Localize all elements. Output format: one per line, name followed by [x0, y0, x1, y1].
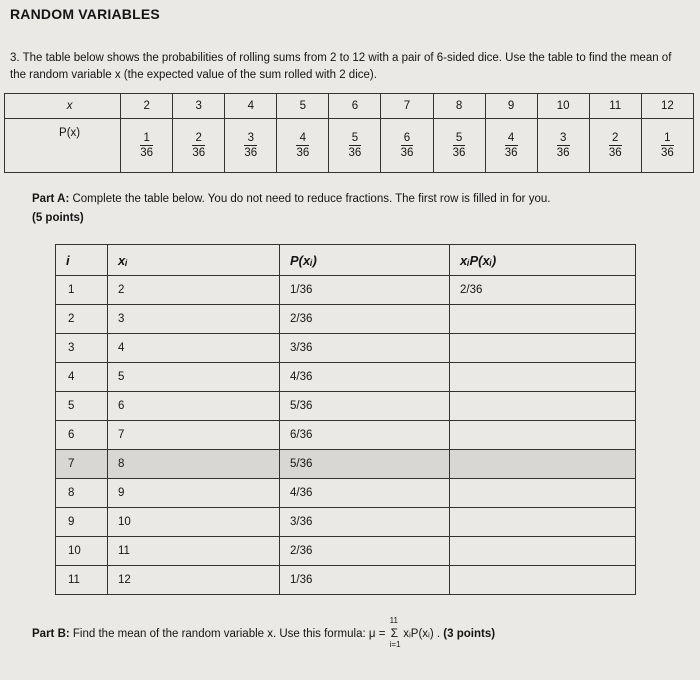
mu-symbol: μ = [368, 628, 386, 640]
p-row [5, 119, 694, 173]
fraction [349, 131, 362, 160]
x-value-cell: 4 [225, 94, 277, 119]
fraction-denominator: 36 [244, 147, 258, 159]
pxi-cell: 6/36 [280, 421, 450, 450]
pxi-cell: 5/36 [280, 392, 450, 421]
part-b-points: (3 points) [443, 628, 496, 640]
fraction [505, 131, 518, 160]
i-cell: 2 [56, 305, 108, 334]
pxi-cell: 4/36 [280, 479, 450, 508]
x-row [5, 94, 694, 119]
xipxi-cell[interactable] [450, 450, 636, 479]
probability-cell [537, 119, 589, 173]
xi-cell: 12 [108, 566, 280, 595]
i-cell: 8 [56, 479, 108, 508]
x-value-cell: 10 [537, 94, 589, 119]
i-cell: 7 [56, 450, 108, 479]
xi-cell: 9 [108, 479, 280, 508]
pxi-cell: 5/36 [280, 450, 450, 479]
i-cell: 3 [56, 334, 108, 363]
question-text: 3. The table below shows the probabilities of rolling sums from 2 to 12 with a pair of 6-sided dice. Use the table to find the mean of the random variable x (the expected value of the sum rolled with 2 dice). [10, 52, 672, 81]
probability-cell [433, 119, 485, 173]
sigma-glyph: Σ [390, 626, 399, 640]
x-value-cell: 9 [485, 94, 537, 119]
fraction [609, 131, 622, 160]
table-row [56, 537, 636, 566]
part-a-points: (5 points) [32, 212, 84, 224]
fraction-numerator: 1 [661, 131, 674, 146]
xi-cell: 2 [108, 276, 280, 305]
part-a-label: Part A: [32, 193, 70, 205]
xipxi-cell[interactable] [450, 566, 636, 595]
pxi-cell: 2/36 [280, 305, 450, 334]
fraction-numerator: 4 [505, 131, 518, 146]
fraction-denominator: 36 [556, 147, 570, 159]
xipxi-cell[interactable] [450, 392, 636, 421]
fraction-numerator: 3 [557, 131, 570, 146]
xi-cell: 3 [108, 305, 280, 334]
sigma-upper: 11 [389, 616, 398, 625]
xipxi-cell[interactable] [450, 363, 636, 392]
x-value-cell: 11 [589, 94, 641, 119]
fraction-denominator: 36 [608, 147, 622, 159]
part-a-instructions [32, 190, 672, 228]
fraction-denominator: 36 [504, 147, 518, 159]
xipxi-cell: 2/36 [450, 276, 636, 305]
xipxi-cell[interactable] [450, 537, 636, 566]
formula-term: xᵢP(xᵢ) . [403, 628, 441, 640]
fraction-denominator: 36 [348, 147, 362, 159]
table-row [56, 508, 636, 537]
x-value-cell: 5 [277, 94, 329, 119]
probability-cell [641, 119, 693, 173]
pxi-cell: 1/36 [280, 566, 450, 595]
part-b-text: Find the mean of the random variable x. Use this formula: [72, 628, 366, 640]
xi-cell: 10 [108, 508, 280, 537]
probability-cell [589, 119, 641, 173]
fraction-denominator: 36 [140, 147, 154, 159]
i-cell: 9 [56, 508, 108, 537]
table-row [56, 450, 636, 479]
xi-cell: 6 [108, 392, 280, 421]
part-b-label: Part B: [32, 628, 70, 640]
i-cell: 6 [56, 421, 108, 450]
fraction-numerator: 5 [453, 131, 466, 146]
fraction-numerator: 2 [192, 131, 205, 146]
x-label: x [5, 94, 121, 119]
header-xipxi: xᵢP(xᵢ) [450, 245, 636, 276]
fraction-denominator: 36 [452, 147, 466, 159]
x-value-cell: 8 [433, 94, 485, 119]
fraction [296, 131, 309, 160]
fraction-denominator: 36 [400, 147, 414, 159]
pxi-cell: 1/36 [280, 276, 450, 305]
x-value-cell: 6 [329, 94, 381, 119]
x-value-cell: 3 [173, 94, 225, 119]
xipxi-cell[interactable] [450, 421, 636, 450]
fraction-denominator: 36 [660, 147, 674, 159]
fraction-numerator: 5 [349, 131, 362, 146]
part-a-text: Complete the table below. You do not need to reduce fractions. The first row is filled in for you. [72, 193, 551, 205]
header-i: i [56, 245, 108, 276]
i-cell: 11 [56, 566, 108, 595]
table-row [56, 392, 636, 421]
probability-table [4, 93, 694, 173]
xipxi-cell[interactable] [450, 508, 636, 537]
table-row [56, 363, 636, 392]
fraction [661, 131, 674, 160]
table-row [56, 421, 636, 450]
table-row [56, 479, 636, 508]
part-a-header-row [56, 245, 636, 276]
fraction [244, 131, 257, 160]
x-value-cell: 2 [121, 94, 173, 119]
xipxi-cell[interactable] [450, 479, 636, 508]
part-a-table [55, 244, 636, 595]
xi-cell: 8 [108, 450, 280, 479]
probability-cell [485, 119, 537, 173]
probability-cell [173, 119, 225, 173]
i-cell: 10 [56, 537, 108, 566]
probability-cell [329, 119, 381, 173]
fraction [453, 131, 466, 160]
table-row [56, 276, 636, 305]
fraction-numerator: 6 [401, 131, 414, 146]
probability-cell [381, 119, 433, 173]
xi-cell: 7 [108, 421, 280, 450]
xi-cell: 4 [108, 334, 280, 363]
xipxi-cell[interactable] [450, 305, 636, 334]
sigma-lower: i=1 [389, 640, 401, 649]
pxi-cell: 3/36 [280, 334, 450, 363]
fraction [557, 131, 570, 160]
page-title: RANDOM VARIABLES [10, 6, 160, 22]
xi-cell: 11 [108, 537, 280, 566]
table-row [56, 334, 636, 363]
header-xi: xᵢ [108, 245, 280, 276]
x-value-cell: 12 [641, 94, 693, 119]
fraction-denominator: 36 [296, 147, 310, 159]
xipxi-cell[interactable] [450, 334, 636, 363]
fraction-denominator: 36 [192, 147, 206, 159]
fraction-numerator: 2 [609, 131, 622, 146]
table-row [56, 305, 636, 334]
sigma-symbol [389, 616, 401, 649]
p-label: P(x) [5, 119, 121, 173]
fraction [192, 131, 205, 160]
i-cell: 4 [56, 363, 108, 392]
fraction-numerator: 3 [244, 131, 257, 146]
probability-cell [225, 119, 277, 173]
pxi-cell: 4/36 [280, 363, 450, 392]
header-pxi: P(xᵢ) [280, 245, 450, 276]
xi-cell: 5 [108, 363, 280, 392]
fraction [140, 131, 153, 160]
i-cell: 5 [56, 392, 108, 421]
fraction-numerator: 1 [140, 131, 153, 146]
pxi-cell: 2/36 [280, 537, 450, 566]
fraction-numerator: 4 [296, 131, 309, 146]
x-value-cell: 7 [381, 94, 433, 119]
i-cell: 1 [56, 276, 108, 305]
part-b-instructions [32, 616, 692, 649]
probability-cell [277, 119, 329, 173]
pxi-cell: 3/36 [280, 508, 450, 537]
probability-cell [121, 119, 173, 173]
table-row [56, 566, 636, 595]
fraction [401, 131, 414, 160]
